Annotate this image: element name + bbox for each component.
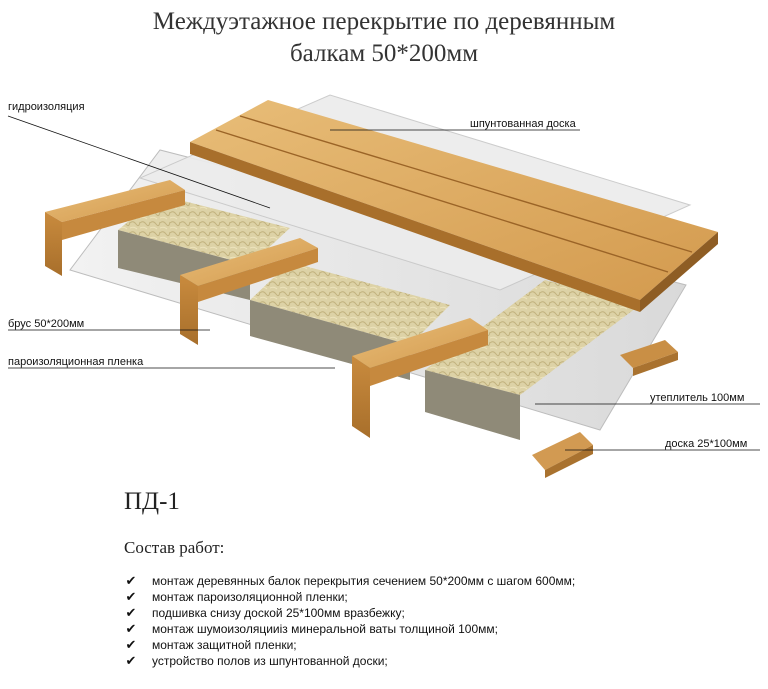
list-item-text: монтаж пароизоляционной пленки; — [152, 590, 348, 604]
list-item-text: монтаж деревянных балок перекрытия сечением 50*200мм с шагом 600мм; — [152, 574, 576, 588]
callout-beam: брус 50*200мм — [8, 318, 85, 330]
title-line-1: Междуэтажное перекрытие по деревянным — [152, 8, 616, 35]
section-code: ПД-1 — [124, 488, 180, 515]
callout-board: доска 25*100мм — [665, 438, 748, 450]
list-item-text: монтаж шумоизоляцииiз минеральной ваты толщиной 100мм; — [152, 622, 498, 636]
list-item-text: монтаж защитной пленки; — [152, 638, 297, 652]
check-icon: ✔ — [125, 653, 137, 668]
callout-waterproofing: гидроизоляция — [8, 101, 85, 113]
title-line-2: балкам 50*200мм — [289, 40, 479, 67]
list-item-text: подшивка снизу доской 25*100мм вразбежку; — [152, 606, 405, 620]
callout-insulation: утеплитель 100мм — [650, 392, 745, 404]
check-icon: ✔ — [125, 573, 137, 588]
callout-tongue-board: шпунтованная доска — [470, 118, 576, 130]
callout-vapor-film: пароизоляционная пленка — [8, 356, 144, 368]
list-item-text: устройство полов из шпунтованной доски; — [152, 654, 388, 668]
check-icon: ✔ — [125, 637, 137, 652]
section-heading: Состав работ: — [124, 538, 225, 557]
check-icon: ✔ — [125, 589, 137, 604]
check-icon: ✔ — [125, 621, 137, 636]
check-icon: ✔ — [125, 605, 137, 620]
